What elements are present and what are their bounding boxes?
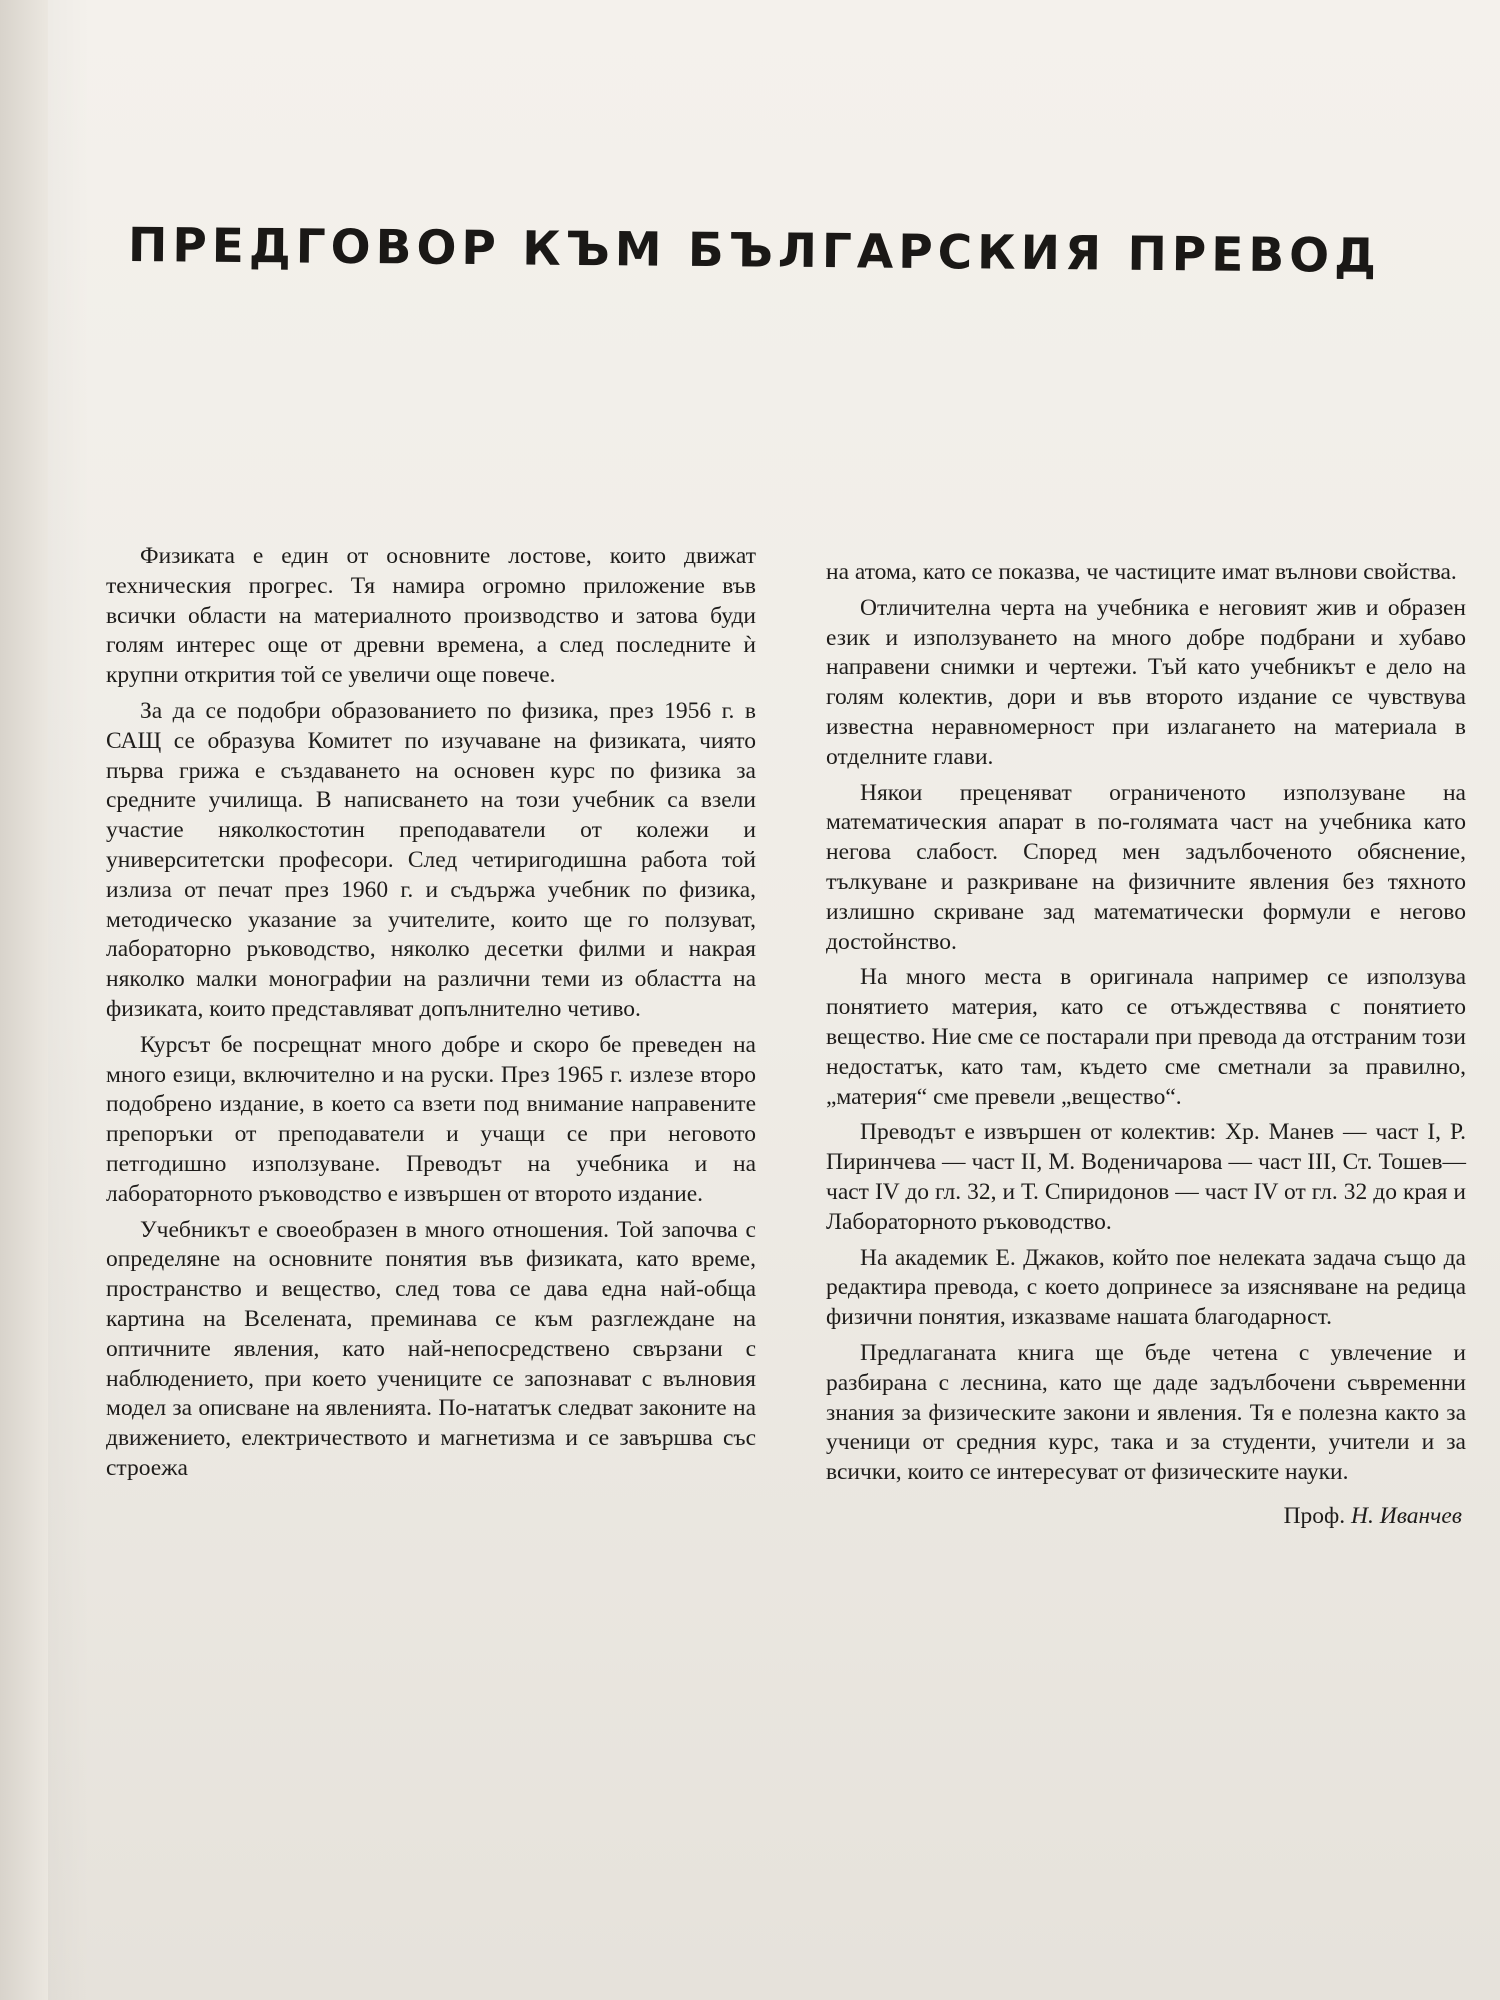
paragraph: На академик Е. Джаков, който пое нелеката задача също да редактира превода, с което допринесе за изясняване на редица физични понятия, изказваме нашата благодарност. — [826, 1244, 1466, 1331]
paragraph: Преводът е извършен от колектив: Хр. Манев — част I, Р. Пиринчева — част II, М. Воденичарова — част III, Ст. Тошев— част IV до гл. 32, и Т. Спиридонов — част IV от гл. 32 до края и Лабораторното ръководство. — [826, 1119, 1466, 1235]
paragraph: Физиката е един от основните лостове, които движат техническия прогрес. Тя намира огромно приложение във всички области на материалното производство и затова буди голям интерес още от древни времена, а след последните ѝ крупни открития той се увеличи още повече. — [106, 543, 756, 689]
paragraph: На много места в оригинала например се използува понятието материя, като се отъждествява с понятието вещество. Ние сме се постарали при превода да отстраним този недостатък, като там, където сме сметнали за правилно, „материя“ сме превели „вещество“. — [826, 964, 1466, 1110]
page-gutter-shadow — [0, 0, 48, 2000]
paragraph-continuation: на атома, като се показва, че частиците имат вълнови свойства. — [826, 559, 1457, 585]
paragraph: Предлаганата книга ще бъде четена с увлечение и разбирана с леснина, като ще даде задълбочени съвременни знания за физическите закони и явления. Тя е полезна както за ученици от средния курс, така и за студенти, учители и за всички, които се интересуват от физическите науки. — [826, 1339, 1466, 1486]
page-title: ПРЕДГОВОР КЪМ БЪЛГАРСКИЯ ПРЕВОД — [127, 218, 1382, 284]
paragraph: Курсът бе посрещнат много добре и скоро бе преведен на много езици, включително и на руски. През 1965 г. излезе второ подобрено издание, в което са взети под внимание направените препоръки от преподаватели и учащи се при неговото петгодишно използуване. Преводът на учебника и на лабораторното ръководство е извършен от второто издание. — [106, 1031, 756, 1207]
paragraph: Учебникът е своеобразен в много отношения. Той започва с определяне на основните понятия във физиката, като време, пространство и вещество, след това се дава една най-обща картина на Вселената, преминава се към разглеждане на оптичните явления, като най-непосредствено свързани с наблюдението, при което учениците се запознават с вълновия модел за описване на явленията. По-нататък следват законите на движението, електричеството и магнетизма и се завършва със строежа — [106, 1216, 756, 1481]
signature — [826, 1502, 1466, 1532]
paragraph: За да се подобри образованието по физика, през 1956 г. в САЩ се образува Комитет по изучаване на физиката, чиято първа грижа е създаването на основен курс по физика за средните училища. В написването на този учебник са взели участие няколкостотин преподаватели от колежи и университетски професори. След четиригодишна работа той излиза от печат през 1960 г. и съдържа учебник по физика, методическо указание за учителите, които ще го ползуват, лабораторно ръководство, няколко десетки филми и накрая няколко малки монографии на различни теми из областта на физиката, които представляват допълнително четиво. — [106, 697, 756, 1022]
right-text-column — [826, 558, 1466, 1532]
left-text-column — [106, 542, 756, 1490]
paragraph: Отличителна черта на учебника е неговият жив и образен език и използуването на много добре подбрани и хубаво направени снимки и чертежи. Тъй като учебникът е дело на голям колектив, дори и във второто издание се чувствува известна неравномерност при излагането на материала в отделните глави. — [826, 594, 1466, 770]
paragraph: Някои преценяват ограниченото използуване на математическия апарат в по-голямата част на учебника като негова слабост. Според мен задълбоченото обяснение, тълкуване и разкриване на физичните явления без тяхното излишно скриване зад математически формули е негово достойнство. — [826, 779, 1466, 955]
signature-title: Проф. — [1283, 1502, 1346, 1529]
signature-name: Н. Иванчев — [1351, 1502, 1462, 1529]
